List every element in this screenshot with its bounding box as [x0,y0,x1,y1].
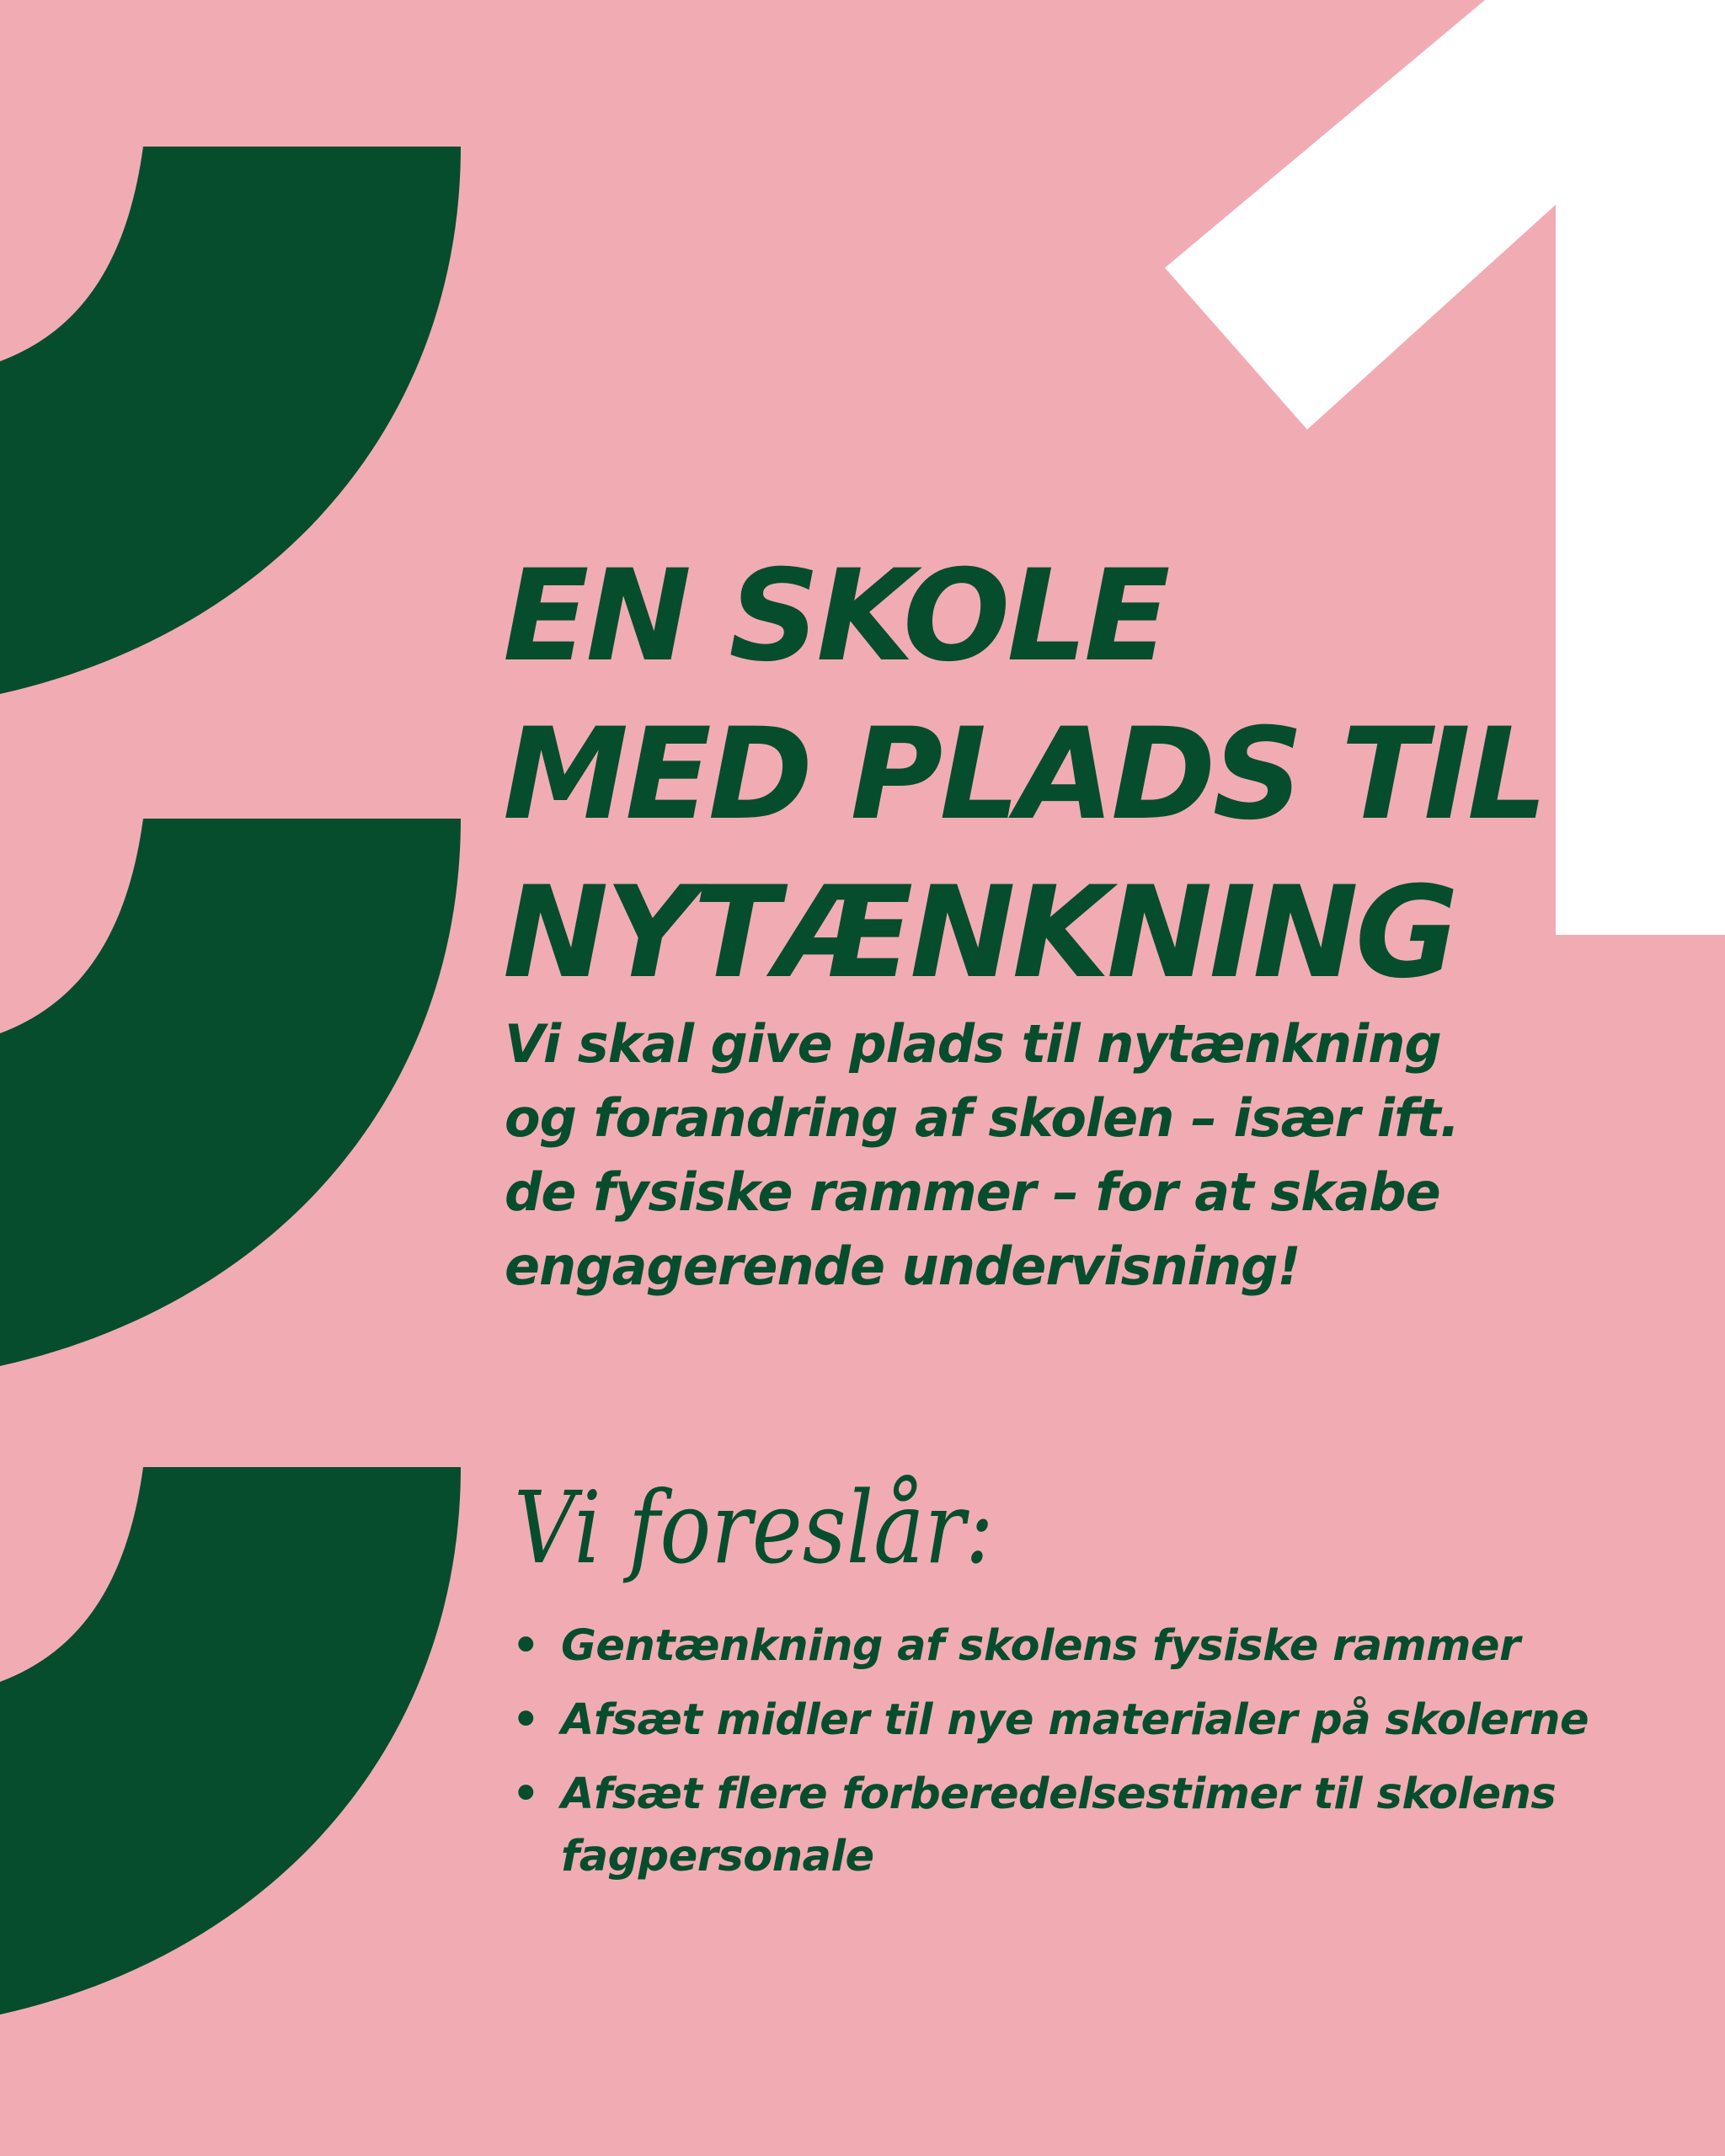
intro-line: Vi skal give plads til nytænkning [505,1013,1441,1075]
list-item [509,1615,1604,1678]
proposals-heading [509,1444,1014,1630]
list-item [509,1689,1604,1752]
headline-line: MED PLADS TIL [503,702,1545,848]
intro-line: de fysiske rammer – for at skabe [505,1161,1440,1223]
headline-line: EN SKOLE [503,543,1167,690]
bullet-icon: • [512,1769,540,1819]
list-item [509,1764,1604,1888]
green-arc-shape-top [0,147,461,694]
list-item-text: Afsæt flere forberedelsestimer til skolens [561,1769,1557,1819]
intro-line: og forandring af skolen – især ift. [505,1087,1460,1149]
headline-line: NYTÆNKNING [503,860,1455,1006]
green-arc-shape-middle [0,819,461,1366]
intro-text [505,1007,1515,1304]
intro-line: engagerende undervisning! [505,1235,1300,1297]
green-arc-shape-bottom [0,1467,461,2015]
bullet-icon: • [512,1621,540,1671]
list-item-text: Afsæt midler til nye materialer på skolerne [561,1695,1589,1745]
proposals-heading-text: Vi foreslår: [514,1470,994,1586]
bullet-icon: • [512,1695,540,1745]
headline [503,537,1598,1012]
list-item-text: Gentænkning af skolens fysiske rammer [561,1621,1520,1671]
proposal-list [509,1615,1604,1900]
list-item-text: fagpersonale [561,1832,874,1881]
handwritten-heading-graphic [509,1444,1014,1630]
